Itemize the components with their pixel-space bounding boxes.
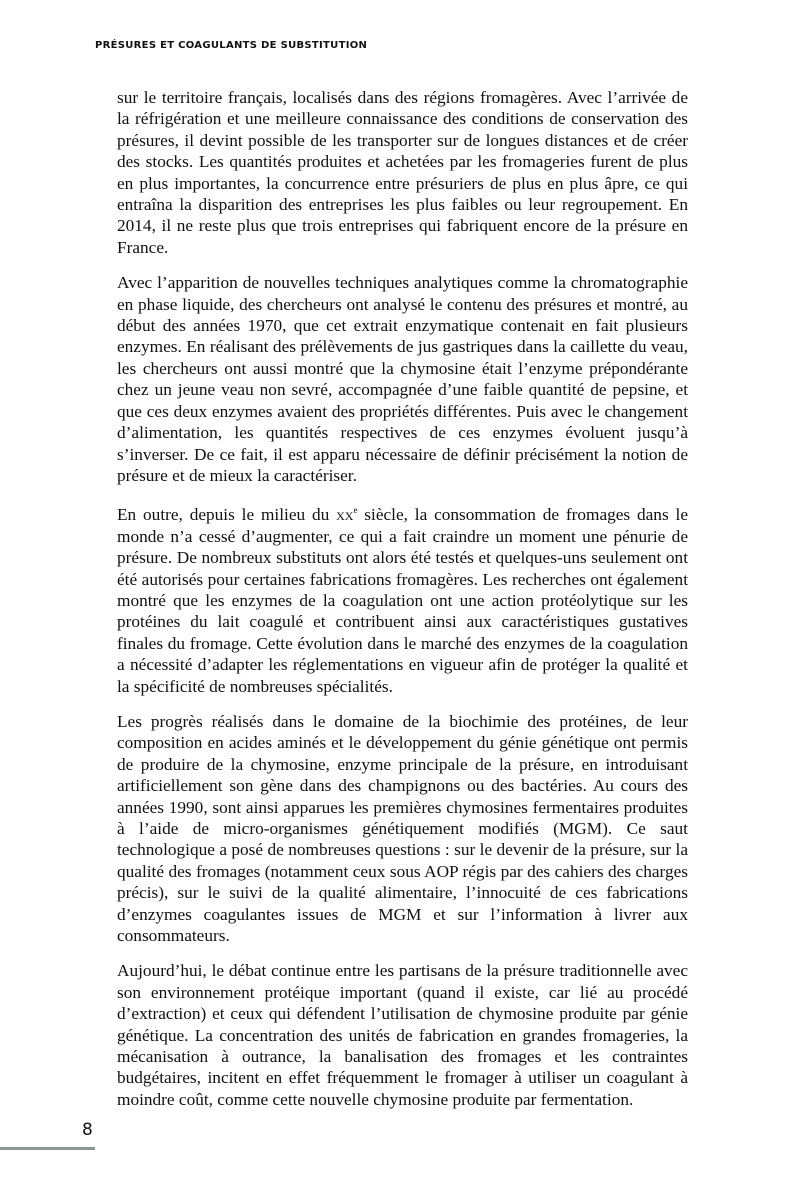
folio-rule	[0, 1147, 95, 1150]
running-head: PRÉSURES ET COAGULANTS DE SUBSTITUTION	[95, 40, 368, 51]
paragraph-3	[117, 500, 688, 697]
century-numeral: xx	[336, 505, 354, 525]
body-text	[117, 87, 688, 1124]
paragraph-1: sur le territoire français, localisés dans des régions fromagères. Avec l’arrivée de la réfrigération et une meilleure connaissance des conditions de conservation des présures, il devint possible de les transporter sur de longues distances et de créer des stocks. Les quantités produites et achetées par les fromageries furent de plus en plus importantes, la concurrence entre présuriers de plus en plus âpre, ce qui entraîna la disparition des entreprises les plus faibles ou leur regroupement. En 2014, il ne reste plus que trois entreprises qui fabriquent encore de la présure en France.	[117, 88, 688, 257]
century-superscript: e	[353, 505, 358, 516]
paragraph-3-rest: siècle, la consommation de fromages dans le monde n’a cessé d’augmenter, ce qui a fait craindre un moment une pénurie de présure. De nombreux substituts ont alors été testés et quelques-uns seulement ont été autorisés pour certaines fabrications fromagères. Les recherches ont également montré que les enzymes de la coagulation ont une action protéolytique sur les protéines du lait coagulé et contribuent ainsi aux caractéristiques gustatives finales du fromage. Cette évolution dans le marché des enzymes de la coagulation a nécessité d’adapter les réglementations en vigueur afin de protéger la qualité et la spécificité de nombreuses spécialités.	[117, 505, 688, 696]
paragraph-3-start: En outre, depuis le milieu du	[117, 505, 337, 525]
paragraph-5: Aujourd’hui, le débat continue entre les partisans de la présure traditionnelle avec son environnement protéique important (quand il existe, car lié au procédé d’extraction) et ceux qui défendent l’utilisation de chymosine produite par génie génétique. La concentration des unités de fabrication en grandes fromageries, la mécanisation à outrance, la banalisation des fromages et les contraintes budgétaires, incitent en effet fréquemment le fromager à utiliser un coagulant à moindre coût, comme cette nouvelle chymosine produite par fermentation.	[117, 961, 688, 1109]
paragraph-2: Avec l’apparition de nouvelles techniques analytiques comme la chromatographie en phase liquide, des chercheurs ont analysé le contenu des présures et montré, au début des années 1970, que cet extrait enzymatique contenait en fait plusieurs enzymes. En réalisant des prélèvements de jus gastriques dans la caillette du veau, les chercheurs ont aussi montré que la chymosine était l’enzyme prépondérante chez un jeune veau non sevré, accompagnée d’une faible quantité de pepsine, et que ces deux enzymes avaient des propriétés différentes. Puis avec le changement d’alimentation, les quantités respectives de ces enzymes évoluent jusqu’à s’inverser. De ce fait, il est apparu nécessaire de définir précisément la notion de présure et de mieux la caractériser.	[117, 273, 688, 485]
paragraph-4: Les progrès réalisés dans le domaine de la biochimie des protéines, de leur composition en acides aminés et le développement du génie génétique ont permis de produire de la chymosine, enzyme principale de la présure, en introduisant artificiellement son gène dans des champignons ou des bactéries. Au cours des années 1990, sont ainsi apparues les premières chymosines fermentaires produites à l’aide de micro-organismes génétiquement modifiés (MGM). Ce saut technologique a posé de nombreuses questions : sur le devenir de la présure, sur la qualité des fromages (notamment ceux sous AOP régis par des cahiers des charges précis), sur le suivi de la qualité alimentaire, l’innocuité de ces fabrications d’enzymes coagulantes issues de MGM et sur l’information à livrer aux consommateurs.	[117, 711, 688, 946]
page-number: 8	[82, 1120, 93, 1140]
